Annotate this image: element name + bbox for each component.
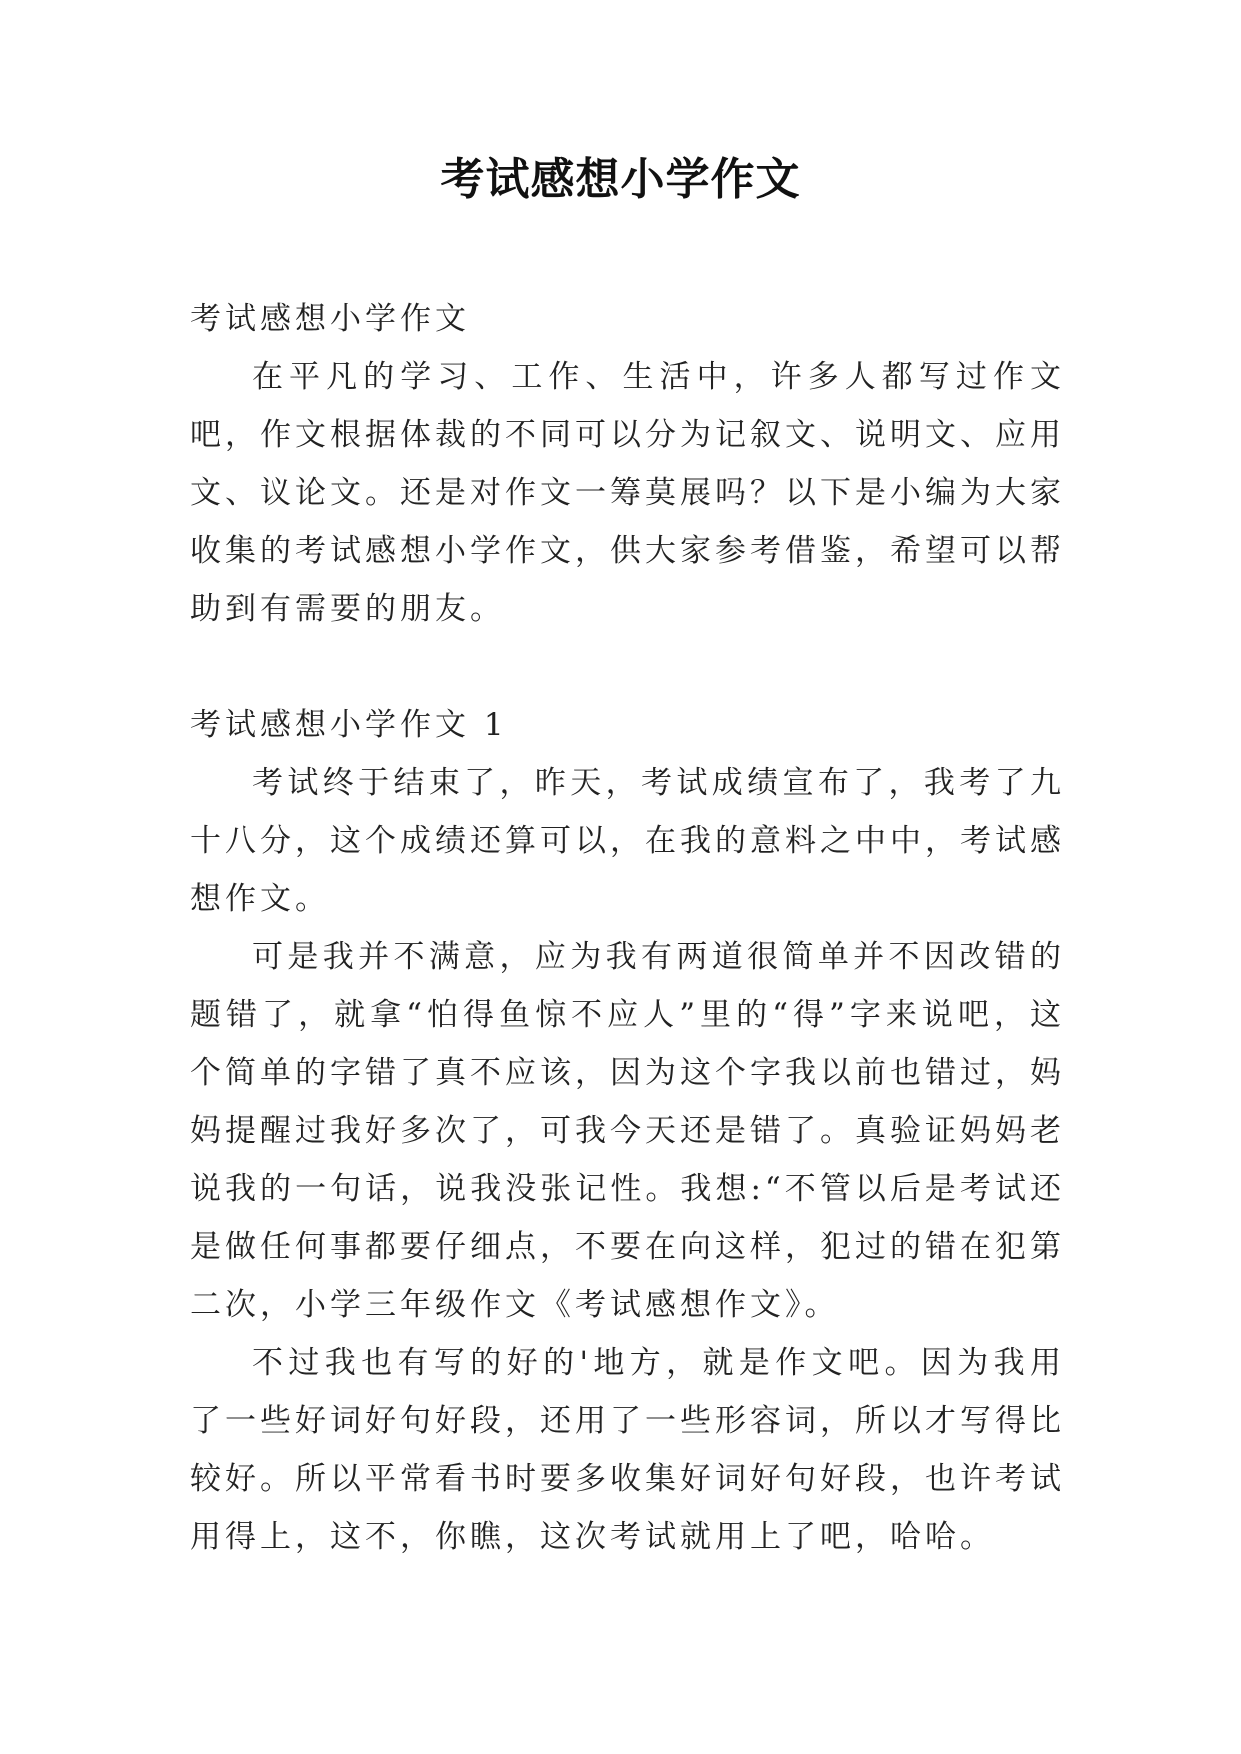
section-1-paragraph-2: 可是我并不满意，应为我有两道很简单并不因改错的题错了，就拿“怕得鱼惊不应人”里的“得”字来说吧，这个简单的字错了真不应该，因为这个字我以前也错过，妈妈提醒过我好多次了，可我今天还是错了。真验证妈妈老说我的一句话，说我没张记性。我想:“不管以后是考试还是做任何事都要仔细点，不要在向这样，犯过的错在犯第二次，小学三年级作文《考试感想作文》。	[190, 939, 1065, 1323]
document-title: 考试感想小学作文	[440, 154, 801, 205]
section-1-paragraph-3: 不过我也有写的好的'地方，就是作文吧。因为我用了一些好词好句好段，还用了一些形容词，所以才写得比较好。所以平常看书时要多收集好词好句好段，也许考试用得上，这不，你瞧，这次考试就用上了吧，哈哈。	[190, 1345, 1065, 1555]
document-body	[190, 290, 1065, 1566]
section-1-paragraph-1: 考试终于结束了，昨天，考试成绩宣布了，我考了九十八分，这个成绩还算可以，在我的意料之中中，考试感想作文。	[190, 765, 1065, 917]
intro-heading: 考试感想小学作文	[190, 301, 470, 337]
intro-paragraph: 在平凡的学习、工作、生活中，许多人都写过作文吧，作文根据体裁的不同可以分为记叙文、说明文、应用文、议论文。还是对作文一筹莫展吗？以下是小编为大家收集的考试感想小学作文，供大家参考借鉴，希望可以帮助到有需要的朋友。	[190, 359, 1065, 627]
section-spacer	[190, 638, 1065, 696]
section-1-heading: 考试感想小学作文 1	[190, 707, 508, 743]
